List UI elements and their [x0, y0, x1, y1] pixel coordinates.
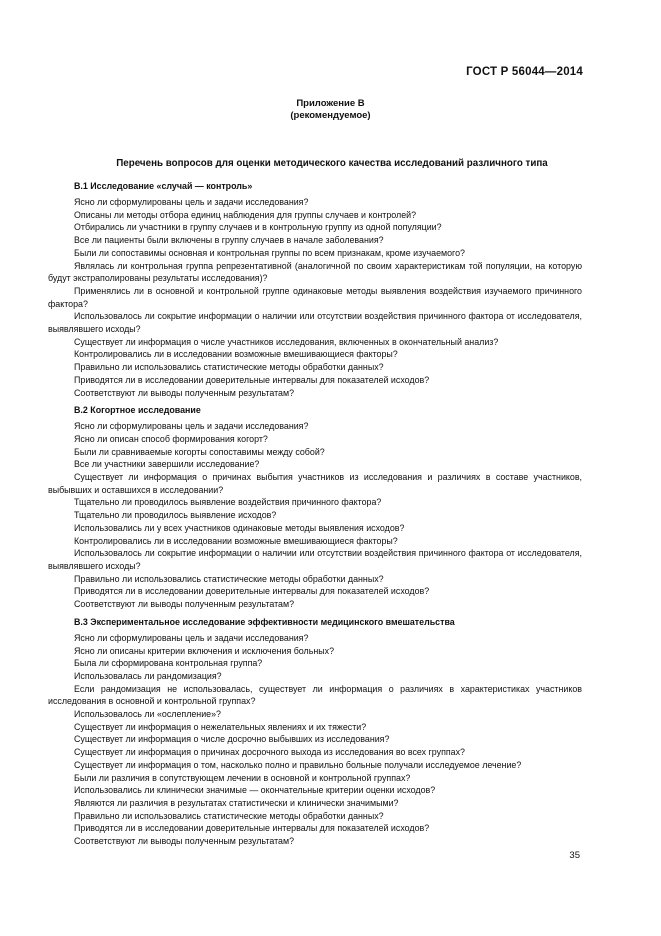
- questions-content: [48, 180, 582, 853]
- question-item: Использовалось ли сокрытие информации о наличии или отсутствии воздействия причинного фактора от исследователя, выявлявшего исходы?: [48, 311, 582, 335]
- question-item: Являлась ли контрольная группа репрезентативной (аналогичной по своим характеристикам той популяции, на которую будут экстраполированы результаты исследования)?: [48, 260, 582, 284]
- question-item: Правильно ли использовались статистические методы обработки данных?: [74, 362, 384, 373]
- question-item: Была ли сформирована контрольная группа?: [74, 658, 263, 669]
- section-3: [48, 616, 582, 848]
- question-item: Существует ли информация о числе досрочно выбывших из исследования?: [74, 734, 390, 745]
- question-item: Отбирались ли участники в группу случаев и в контрольную группу из одной популяции?: [74, 222, 442, 233]
- question-item: Были ли различия в сопутствующем лечении в основной и контрольной группах?: [74, 772, 411, 783]
- appendix-header: [0, 98, 661, 122]
- question-item: Соответствуют ли выводы полученным результатам?: [74, 387, 295, 398]
- question-item: Ясно ли описан способ формирования когорт?: [74, 433, 268, 444]
- section-heading: В.2 Когортное исследование: [74, 405, 201, 416]
- question-item: Были ли сравниваемые когорты сопоставимы между собой?: [74, 446, 325, 457]
- question-item: Существует ли информация о числе участников исследования, включенных в окончательный анализ?: [74, 336, 499, 347]
- question-item: Все ли участники завершили исследование?: [74, 459, 260, 470]
- question-item: Контролировались ли в исследовании возможные вмешивающиеся факторы?: [74, 535, 398, 546]
- question-item: Использовались ли у всех участников одинаковые методы выявления исходов?: [74, 522, 405, 533]
- question-item: Правильно ли использовались статистические методы обработки данных?: [74, 573, 384, 584]
- appendix-note: (рекомендуемое): [290, 110, 371, 121]
- question-item: Тщательно ли проводилось выявление воздействия причинного фактора?: [74, 497, 382, 508]
- question-item: Применялись ли в основной и контрольной группе одинаковые методы выявления воздействия изучаемого причинного фактора?: [48, 285, 582, 309]
- question-item: Правильно ли использовались статистические методы обработки данных?: [74, 810, 384, 821]
- question-item: Соответствуют ли выводы полученным результатам?: [74, 836, 295, 847]
- question-item: Соответствуют ли выводы полученным результатам?: [74, 599, 295, 610]
- question-item: Использовалась ли рандомизация?: [74, 670, 222, 681]
- section-1: [48, 180, 582, 399]
- question-item: Использовалось ли «ослепление»?: [74, 709, 221, 720]
- question-item: Контролировались ли в исследовании возможные вмешивающиеся факторы?: [74, 349, 398, 360]
- section-heading: В.1 Исследование «случай — контроль»: [74, 181, 253, 191]
- question-item: Были ли сопоставимы основная и контрольная группы по всем признакам, кроме изучаемого?: [74, 247, 465, 258]
- question-item: Все ли пациенты были включены в группу случаев в начале заболевания?: [74, 235, 384, 246]
- question-item: Приводятся ли в исследовании доверительные интервалы для показателей исходов?: [74, 586, 430, 597]
- question-item: Описаны ли методы отбора единиц наблюдения для группы случаев и контролей?: [74, 209, 417, 220]
- question-item: Использовалось ли сокрытие информации о наличии или отсутствии воздействия причинного фактора от исследователя, выявлявшего исходы?: [48, 548, 582, 571]
- question-item: Ясно ли описаны критерии включения и исключения больных?: [74, 645, 335, 656]
- standard-code: ГОСТ Р 56044—2014: [466, 66, 583, 78]
- question-item: Тщательно ли проводилось выявление исходов?: [74, 510, 277, 521]
- page-number: 35: [569, 850, 580, 861]
- question-item: Являются ли различия в результатах статистически и клинически значимыми?: [74, 797, 399, 808]
- question-item: Если рандомизация не использовалась, существует ли информация о различиях в характеристиках участников исследования в основной и контрольной группах?: [48, 683, 582, 707]
- question-item: Приводятся ли в исследовании доверительные интервалы для показателей исходов?: [74, 823, 430, 834]
- question-item: Ясно ли сформулированы цель и задачи исследования?: [74, 632, 309, 643]
- question-item: Ясно ли сформулированы цель и задачи исследования?: [74, 421, 309, 432]
- question-item: Существует ли информация о том, насколько полно и правильно больные получали исследуемое лечение?: [74, 759, 522, 770]
- question-item: Существует ли информация о причинах выбытия участников из исследования и различиях в составе участников, выбывших и оставшихся в исследовании?: [48, 472, 582, 495]
- appendix-title: Приложение В: [296, 98, 365, 109]
- document-title: Перечень вопросов для оценки методического качества исследований различного типа: [116, 158, 548, 169]
- question-item: Ясно ли сформулированы цель и задачи исследования?: [74, 197, 309, 207]
- question-item: Использовались ли клинически значимые — окончательные критерии оценки исходов?: [74, 785, 436, 796]
- question-item: Приводятся ли в исследовании доверительные интервалы для показателей исходов?: [74, 374, 430, 385]
- question-item: Существует ли информация о причинах досрочного выхода из исследования во всех группах?: [74, 747, 465, 758]
- question-item: Существует ли информация о нежелательных явлениях и их тяжести?: [74, 721, 367, 732]
- section-heading: В.3 Экспериментальное исследование эффективности медицинского вмешательства: [74, 616, 455, 627]
- section-2: [48, 404, 582, 611]
